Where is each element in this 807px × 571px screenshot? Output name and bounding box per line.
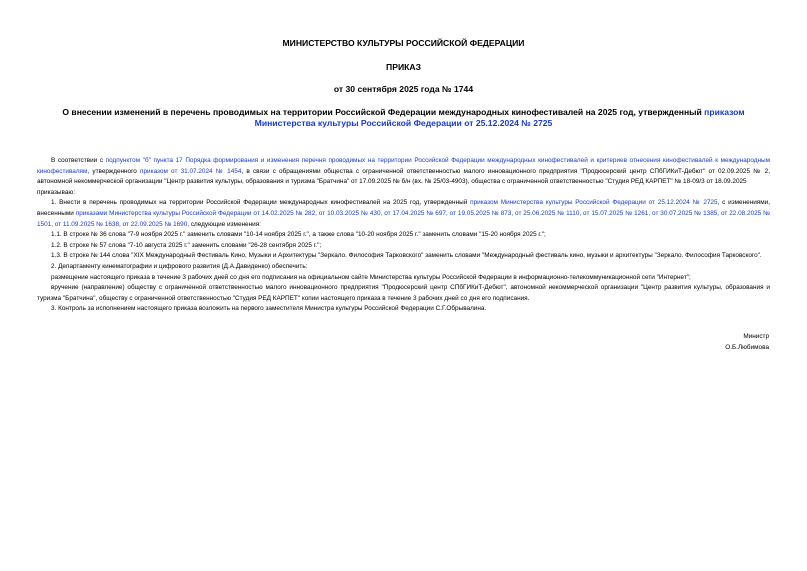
order-word: приказываю: xyxy=(37,188,75,196)
item-2-publish: размещение настоящего приказа в течение 3 рабочих дней со дня его подписания на официальном сайте Министерства культуры Российской Федерации в информационно-телекоммуникационной сети "Интернет"; xyxy=(51,273,691,281)
order-2725-link[interactable]: приказом Министерства культуры Российской Федерации от 25.12.2024 № 2725 xyxy=(470,199,718,207)
signature-position: Министр xyxy=(743,333,769,340)
item-1-text-a: 1. Внести в перечень проводимых на территории Российской Федерации международных кинофестивалей на 2025 год, утвержденный xyxy=(51,199,471,207)
document-body xyxy=(37,156,770,315)
item-1-text-c: , следующие изменения: xyxy=(187,220,261,228)
item-2: 2. Департаменту кинематографии и цифрового развития (Д.А.Давиденко) обеспечить: xyxy=(51,262,308,270)
item-1-text-b: , с изменениями, внесенными xyxy=(37,199,770,217)
intro-text-a: В соответствии с xyxy=(51,157,106,164)
procedure-link[interactable]: подпунктом "б" пункта 17 Порядка формирования и изменения перечня проводимых на территории Российской Федерации международных кинофестивалей и критериев отнесения кинофестивалей к международным кинофестивалям xyxy=(37,157,770,175)
item-3: 3. Контроль за исполнением настоящего приказа возложить на первого заместителя Министра культуры Российской Федерации С.Г.Обрывалина. xyxy=(51,305,487,313)
document-title xyxy=(40,107,767,129)
document-date-number: от 30 сентября 2025 года № 1744 xyxy=(333,84,474,94)
ministry-heading: МИНИСТЕРСТВО КУЛЬТУРЫ РОССИЙСКОЙ ФЕДЕРАЦИИ xyxy=(282,38,525,48)
intro-text-c: , в связи с обращениями общества с ограниченной ответственностью малого инновационного предприятия "Продюсерский центр СПбГИКиТ-Дебют" от 02.09.2025 № 2, автономной некоммерческой организации "Центр развития культуры, образования и туризма "Братчина" от 17.09.2025 № б/н (вх. № 25/03-4903), общества с ограниченной ответственностью "Студия РЕД КАРПЕТ" № 18-09/3 от 18.09.2025 xyxy=(37,167,771,186)
item-2-deliver: вручение (направление) обществу с ограниченной ответственностью малого инновационного предприятия "Продюсерский центр СПбГИКиТ-Дебют", автономной некоммерческой организации "Центр развития культуры, образования и туризма "Братчина", обществу с ограниченной ответственностью "Студия РЕД КАРПЕТ" копии настоящего приказа в течение 3 рабочих дней со дня его подписания. xyxy=(37,284,770,302)
item-1-3: 1.3. В строке № 144 слова "XIX Международный Фестиваль Кино, Музыки и Архитектуры "Зеркало. Философия Тарковского" заменить словами "Международный фестиваль кино, музыки и архитектуры "Зеркало. Философия Тарковского". xyxy=(51,252,762,260)
signature-name: О.Б.Любимова xyxy=(725,344,769,351)
title-text: О внесении изменений в перечень проводимых на территории Российской Федерации международных кинофестивалей на 2025 год, утвержденный xyxy=(62,107,705,117)
document-type: ПРИКАЗ xyxy=(386,62,421,72)
item-1-2: 1.2. В строке № 57 слова "7-10 августа 2025 г." заменить словами "26-28 сентября 2025 г."; xyxy=(51,241,322,249)
intro-text-b: , утвержденного xyxy=(87,167,141,175)
intro-paragraph xyxy=(37,156,770,188)
amending-orders-link[interactable]: приказами Министерства культуры Российской Федерации от 14.02.2025 № 282, от 10.03.2025 № 430, от 17.04.2025 № 697, от 19.05.2025 № 873, от 25.06.2025 № 1110, от 15.07.2025 № 1261, от 30.07.2025 № 1385, от 22.08.2025 № 1501, от 11.09.2025 № 1638, от 22.09.2025 № 1690 xyxy=(37,209,770,228)
title-order-link[interactable]: приказом Министерства культуры Российской Федерации от 25.12.2024 № 2725 xyxy=(254,107,745,128)
order-1454-link[interactable]: приказом от 31.07.2024 № 1454 xyxy=(140,167,242,175)
item-1 xyxy=(37,198,770,230)
item-1-1: 1.1. В строке № 36 слова "7-9 ноября 2025 г." заменить словами "10-14 ноября 2025 г.", а также слова "10-20 ноября 2025 г." заменить словами "15-20 ноября 2025 г."; xyxy=(51,231,546,239)
